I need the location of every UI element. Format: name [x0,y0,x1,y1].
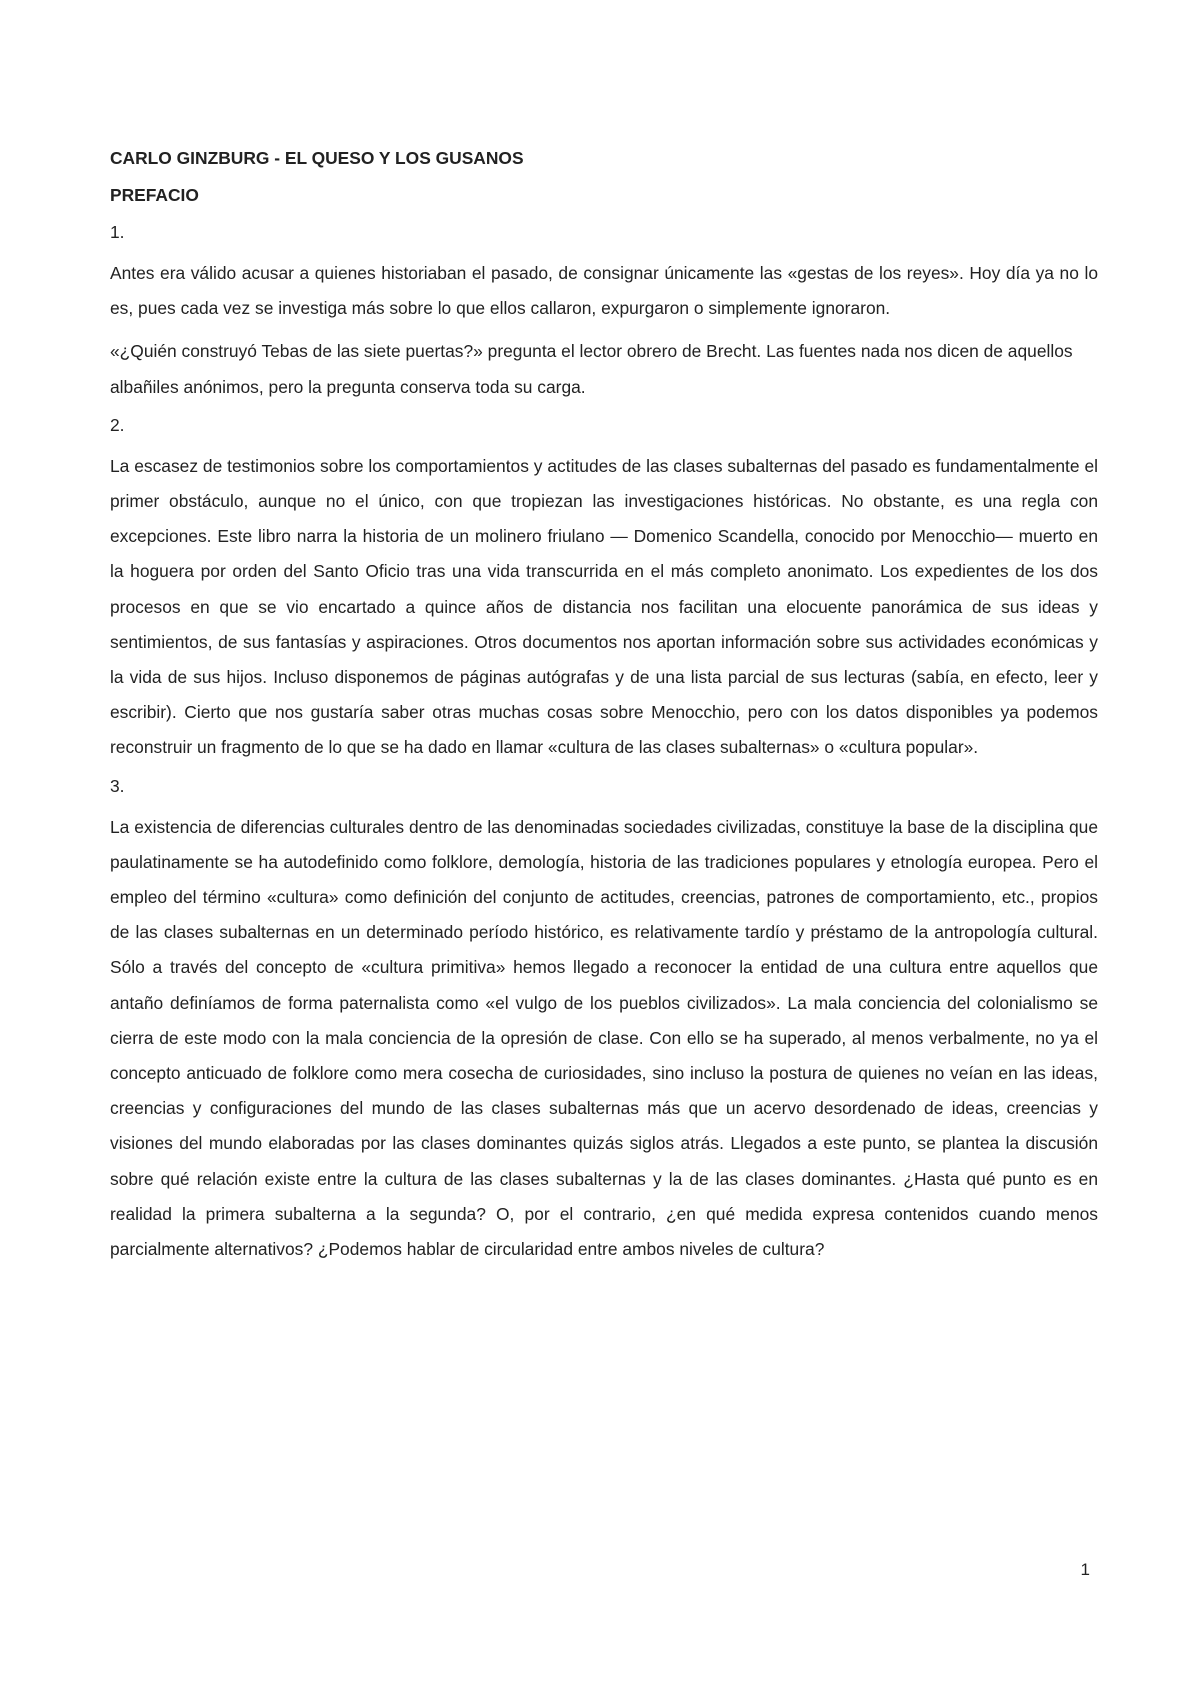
page-content [110,146,1098,1275]
preface-heading: PREFACIO [110,185,199,205]
page-number: 1 [1080,1560,1090,1579]
paragraph-1-2: «¿Quién construyó Tebas de las siete puertas?» pregunta el lector obrero de Brecht. Las fuentes nada nos dicen de aquellos albañiles anónimos, pero la pregunta conserva toda su carga. [110,341,1073,397]
paragraph-2-1: La escasez de testimonios sobre los comportamientos y actitudes de las clases subalternas del pasado es fundamentalmente el primer obstáculo, aunque no el único, con que tropiezan las investigaciones históricas. No obstante, es una regla con excepciones. Este libro narra la historia de un molinero friulano — Domenico Scandella, conocido por Menocchio— muerto en la hoguera por orden del Santo Oficio tras una vida transcurrida en el más completo anonimato. Los expedientes de los dos procesos en que se vio encartado a quince años de distancia nos facilitan una elocuente panorámica de sus ideas y sentimientos, de sus fantasías y aspiraciones. Otros documentos nos aportan información sobre sus actividades económicas y la vida de sus hijos. Incluso disponemos de páginas autógrafas y de una lista parcial de sus lecturas (sabía, en efecto, leer y escribir). Cierto que nos gustaría saber otras muchas cosas sobre Menocchio, pero con los datos disponibles ya podemos reconstruir un fragmento de lo que se ha dado en llamar «cultura de las clases subalternas» o «cultura popular». [110,455,1098,758]
section-number-1: 1. [110,222,125,242]
paragraph-3-1: La existencia de diferencias culturales dentro de las denominadas sociedades civilizadas, constituye la base de la disciplina que paulatinamente se ha autodefinido como folklore, demología, historia de las tradiciones populares y etnología europea. Pero el empleo del término «cultura» como definición del conjunto de actitudes, creencias, patrones de comportamiento, etc., propios de las clases subalternas en un determinado período histórico, es relativamente tardío y préstamo de la antropología cultural. Sólo a través del concepto de «cultura primitiva» hemos llegado a reconocer la entidad de una cultura entre aquellos que antaño definíamos de forma paternalista como «el vulgo de los pueblos civilizados». La mala conciencia del colonialismo se cierra de este modo con la mala conciencia de la opresión de clase. Con ello se ha superado, al menos verbalmente, no ya el concepto anticuado de folklore como mera cosecha de curiosidades, sino incluso la postura de quienes no veían en las ideas, creencias y configuraciones del mundo de las clases subalternas más que un acervo desordenado de ideas, creencias y visiones del mundo elaboradas por las clases dominantes quizás siglos atrás. Llegados a este punto, se plantea la discusión sobre qué relación existe entre la cultura de las clases subalternas y la de las clases dominantes. ¿Hasta qué punto es en realidad la primera subalterna a la segunda? O, por el contrario, ¿en qué medida expresa contenidos cuando menos parcialmente alternativos? ¿Podemos hablar de circularidad entre ambos niveles de cultura? [110,816,1098,1260]
section-number-3: 3. [110,775,125,796]
document-title: CARLO GINZBURG - EL QUESO Y LOS GUSANOS [110,148,524,168]
paragraph-1-1: Antes era válido acusar a quienes historiaban el pasado, de consignar únicamente las «gestas de los reyes». Hoy día ya no lo es, pues cada vez se investiga más sobre lo que ellos callaron, expurgaron o simplemente ignoraron. [110,263,1098,319]
section-number-2: 2. [110,414,125,435]
